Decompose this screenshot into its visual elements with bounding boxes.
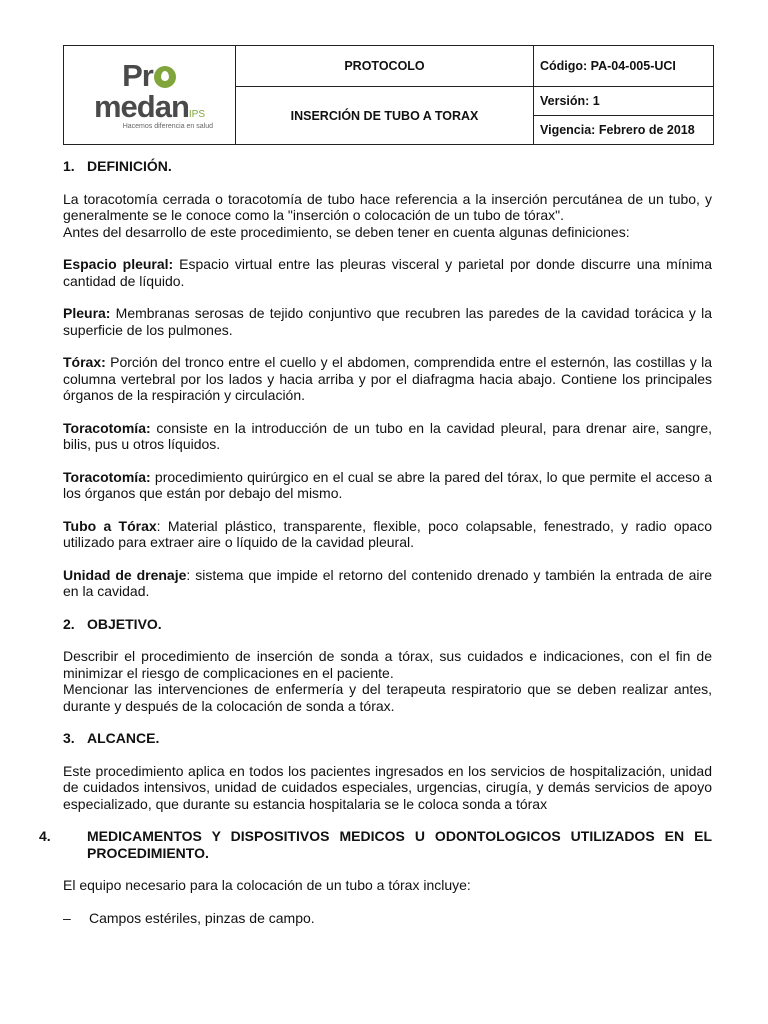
section-heading-objetivo: 2. OBJETIVO. (63, 615, 162, 632)
definition-item: Unidad de drenaje: sistema que impide el retorno del contenido drenado y también la entrada de aire en la cavidad. (63, 566, 712, 599)
definition-item: Pleura: Membranas serosas de tejido conjuntivo que recubren las paredes de la cavidad torácica y la superficie de los pulmones. (63, 305, 712, 338)
document-header (63, 45, 714, 145)
definition-item: Toracotomía: procedimiento quirúrgico en el cual se abre la pared del tórax, lo que permite el acceso a los órganos que están por debajo del mismo. (63, 468, 712, 501)
logo-cell (64, 46, 236, 145)
definition-item: Espacio pleural: Espacio virtual entre las pleuras visceral y parietal por donde discurre una mínima cantidad de líquido. (63, 256, 712, 289)
document-version: Versión: 1 (534, 87, 714, 116)
protocol-label: PROTOCOLO (236, 46, 534, 87)
definition-item: Tubo a Tórax: Material plástico, transparente, flexible, poco colapsable, fenestrado, y radio opaco utilizado para extraer aire o líquido de la cavidad pleural. (63, 517, 712, 550)
definition-item: Tórax: Porción del tronco entre el cuello y el abdomen, comprendida entre el esternón, las costillas y la columna vertebral por los lados y hacia arriba y por el diafragma hacia abajo. Contiene los principales órganos de la respiración y circulación. (63, 354, 712, 403)
paragraph: El equipo necesario para la colocación de un tubo a tórax incluye: (63, 877, 471, 893)
section-heading-alcance: 3. ALCANCE. (63, 730, 160, 746)
paragraph: Este procedimiento aplica en todos los pacientes ingresados en los servicios de hospitalización, unidad de cuidados intensivos, unidad de cuidados especiales, urgencias, cirugía, y demás servicios de apoyo especializado, que durante su estancia hospitalaria se le coloca sonda a tórax (63, 762, 712, 812)
definition-item: Toracotomía: consiste en la introducción de un tubo en la cavidad pleural, para drenar aire, sangre, bilis, pus u otros líquidos. (63, 419, 712, 452)
paragraph: Describir el procedimiento de inserción de sonda a tórax, sus cuidados e indicaciones, con el fin de minimizar el riesgo de complicaciones en el paciente. (63, 648, 712, 681)
section-heading-definicion: 1. DEFINICIÓN. (63, 158, 172, 174)
paragraph: Mencionar las intervenciones de enfermería y del terapeuta respiratorio que se deben realizar antes, durante y después de la colocación de sonda a tórax. (63, 681, 712, 714)
document-title: INSERCIÓN DE TUBO A TORAX (236, 87, 534, 145)
section-heading-medicamentos: 4. MEDICAMENTOS Y DISPOSITIVOS MEDICOS U ODONTOLOGICOS UTILIZADOS EN EL PROCEDIMIENTO. (39, 828, 712, 861)
leaf-icon (154, 66, 176, 88)
company-logo: PrmedanIPS Hacemos diferencia en salud (93, 57, 213, 130)
paragraph: La toracotomía cerrada o toracotomía de tubo hace referencia a la inserción percutánea de un tubo, y generalmente se le conoce como la "inserción o colocación de un tubo de tórax". (63, 190, 712, 223)
list-item: – Campos estériles, pinzas de campo. (63, 909, 315, 926)
paragraph: Antes del desarrollo de este procedimiento, se deben tener en cuenta algunas definiciones: (63, 223, 630, 240)
document-body (39, 158, 712, 942)
document-validity: Vigencia: Febrero de 2018 (534, 116, 714, 145)
document-code: Código: PA-04-005-UCI (534, 46, 714, 87)
